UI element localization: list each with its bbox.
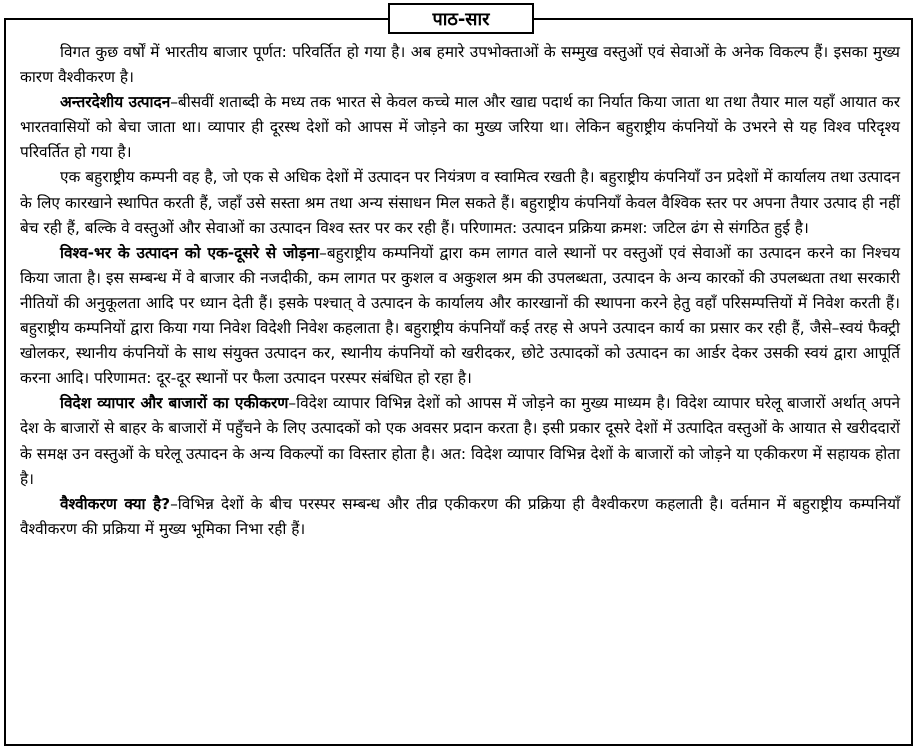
paragraph-linking-production [20,241,900,392]
paragraph-text: विगत कुछ वर्षों में भारतीय बाजार पूर्णत: परिवर्तित हो गया है। अब हमारे उपभोक्ताओं के सम्मुख वस्तुओं एवं सेवाओं के अनेक विकल्प हैं। इसका मुख्य कारण वैश्वीकरण है। [20,43,900,87]
paragraph-text: –विदेश व्यापार विभिन्न देशों को आपस में जोड़ने का मुख्य माध्यम है। विदेश व्यापार घरेलू बाजारों अर्थात् अपने देश के बाजारों से बाहर के बाजारों में पहुँचने के लिए उत्पादकों को एक अवसर प्रदान करता है। इसी प्रकार दूसरे देशों में उत्पादित वस्तुओं के आयात से खरीददारों के समक्ष उन वस्तुओं के घरेलू उत्पादन के अन्य विकल्पों का विस्तार होता है। अत: विदेश व्यापार विभिन्न देशों के बाजारों को जोड़ने या एकीकरण में सहायक होता है। [20,394,900,488]
paragraph-what-is-globalisation [20,492,900,542]
paragraph-foreign-trade [20,391,900,491]
paragraph-text: एक बहुराष्ट्रीय कम्पनी वह है, जो एक से अधिक देशों में उत्पादन पर नियंत्रण व स्वामित्व रखती है। बहुराष्ट्रीय कंपनियाँ उन प्रदेशों में कार्यालय तथा उत्पादन के लिए कारखाने स्थापित करती हैं, जहाँ उसे सस्ता श्रम तथा अन्य संसाधन मिल सकते हैं। बहुराष्ट्रीय कंपनियाँ केवल वैश्विक स्तर पर अपना तैयार उत्पाद ही नहीं बेच रही हैं, बल्कि वे वस्तुओं और सेवाओं का उत्पादन विश्व स्तर पर कर रही हैं। परिणामत: उत्पादन प्रक्रिया क्रमश: जटिल ढंग से संगठित हुई है। [20,168,900,237]
paragraph-heading: विदेश व्यापार और बाजारों का एकीकरण [60,394,289,413]
paragraph-text: –बहुराष्ट्रीय कम्पनियों द्वारा कम लागत वाले स्थानों पर वस्तुओं एवं सेवाओं का उत्पादन करने का निश्चय किया जाता है। इस सम्बन्ध में वे बाजार की नजदीकी, कम लागत पर कुशल व अकुशल श्रम की उपलब्धता, उत्पादन के अन्य कारकों की उपलब्धता तथा सरकारी नीतियों की अनुकूलता आदि पर ध्यान देती हैं। इसके पश्चात् वे उत्पादन के कार्यालय और कारखानों की स्थापना करने हेतु वहाँ परिसम्पत्तियों में निवेश करती हैं। बहुराष्ट्रीय कम्पनियों द्वारा किया गया निवेश विदेशी निवेश कहलाता है। बहुराष्ट्रीय कंपनियाँ कई तरह से अपने उत्पादन कार्य का प्रसार कर रही हैं, जैसे–स्वयं फैक्ट्री खोलकर, स्थानीय कंपनियों के साथ संयुक्त उत्पादन कर, स्थानीय कंपनियों को खरीदकर, छोटे उत्पादकों को उत्पादन का आर्डर देकर उसकी स्वयं द्वारा आपूर्ति करना आदि। परिणामत: दूर-दूर स्थानों पर फैला उत्पादन परस्पर संबंधित हो रहा है। [20,243,900,388]
paragraph-intro [20,40,900,90]
summary-content [20,40,900,542]
paragraph-mnc-definition [20,165,900,240]
paragraph-text: –विभिन्न देशों के बीच परस्पर सम्बन्ध और तीव्र एकीकरण की प्रक्रिया ही वैश्वीकरण कहलाती है। वर्तमान में बहुराष्ट्रीय कम्पनियाँ वैश्वीकरण की प्रक्रिया में मुख्य भूमिका निभा रही हैं। [20,494,900,538]
paragraph-heading: वैश्वीकरण क्या है? [60,494,171,513]
paragraph-heading: अन्तरदेशीय उत्पादन [60,93,171,112]
paragraph-text: –बीसवीं शताब्दी के मध्य तक भारत से केवल कच्चे माल और खाद्य पदार्थ का निर्यात किया जाता था तथा तैयार माल यहाँ आयात कर भारतवासियों को बेचा जाता था। व्यापार ही दूरस्थ देशों को आपस में जोड़ने का मुख्य जरिया था। लेकिन बहुराष्ट्रीय कंपनियों के उभरने से यह विश्व परिदृश्य परिवर्तित हो गया है। [20,93,901,162]
paragraph-heading: विश्व-भर के उत्पादन को एक-दूसरे से जोड़ना [60,243,320,262]
section-title: पाठ-सार [388,3,534,34]
paragraph-cross-border-production [20,90,900,165]
